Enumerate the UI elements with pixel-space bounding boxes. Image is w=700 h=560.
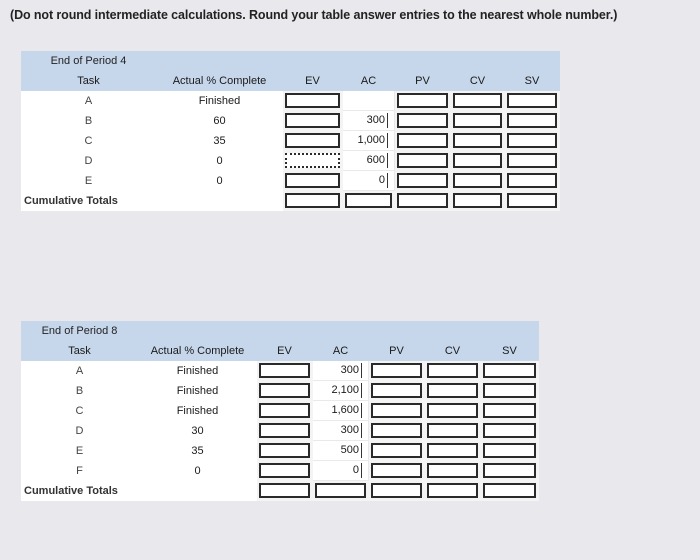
ev-total-cell xyxy=(257,481,313,501)
table-row xyxy=(21,381,539,401)
sv-cell xyxy=(481,381,539,401)
cv-cell xyxy=(451,151,505,171)
actual-complete-cell: 35 xyxy=(157,131,283,151)
table-row xyxy=(21,151,560,171)
ev-input[interactable] xyxy=(285,153,340,168)
pv-total-cell xyxy=(369,481,425,501)
header-cv: CV xyxy=(425,341,481,361)
ac-value: 0 xyxy=(377,173,388,188)
pv-cell xyxy=(395,91,451,111)
actual-complete-cell: Finished xyxy=(157,91,283,111)
ac-cell xyxy=(343,171,395,191)
ac-cell xyxy=(313,381,369,401)
cv-cell xyxy=(451,171,505,191)
actual-complete-cell: 0 xyxy=(157,151,283,171)
cv-input[interactable] xyxy=(427,463,478,478)
sv-cell xyxy=(481,441,539,461)
cv-cell xyxy=(451,111,505,131)
header-task: Task xyxy=(21,341,139,361)
header-ev: EV xyxy=(283,71,343,91)
ev-cell xyxy=(257,421,313,441)
cv-input[interactable] xyxy=(453,93,502,108)
cv-cell xyxy=(425,441,481,461)
sv-cell xyxy=(505,151,560,171)
table-row xyxy=(21,361,539,381)
actual-complete-cell: 0 xyxy=(139,461,257,481)
ev-cell xyxy=(257,441,313,461)
actual-complete-cell: 0 xyxy=(157,171,283,191)
ev-cell xyxy=(283,171,343,191)
ac-cell xyxy=(313,361,369,381)
cv-cell xyxy=(425,401,481,421)
totals-row xyxy=(21,481,539,501)
actual-complete-cell: 30 xyxy=(139,421,257,441)
ac-cell xyxy=(313,461,369,481)
cv-input[interactable] xyxy=(453,113,502,128)
ev-input[interactable] xyxy=(259,463,310,478)
sv-total-input[interactable] xyxy=(507,193,557,208)
header-ac: AC xyxy=(343,71,395,91)
sv-cell xyxy=(481,361,539,381)
cumulative-totals-label: Cumulative Totals xyxy=(21,191,157,211)
sv-input[interactable] xyxy=(483,403,536,418)
ev-cell xyxy=(283,131,343,151)
ac-total-cell xyxy=(343,191,395,211)
table-row xyxy=(21,171,560,191)
cv-total-input[interactable] xyxy=(453,193,502,208)
instruction-text: (Do not round intermediate calculations. Round your table answer entries to the nearest whole number.) xyxy=(10,8,618,22)
ev-cell xyxy=(283,151,343,171)
task-cell: E xyxy=(21,171,157,191)
task-cell: E xyxy=(21,441,139,461)
cv-cell xyxy=(425,381,481,401)
cv-total-cell xyxy=(425,481,481,501)
ac-value: 1,600 xyxy=(329,403,362,418)
totals-row xyxy=(21,191,560,211)
sv-input[interactable] xyxy=(483,363,536,378)
cv-total-cell xyxy=(451,191,505,211)
pv-cell xyxy=(369,361,425,381)
ev-total-cell xyxy=(283,191,343,211)
header-sv: SV xyxy=(505,71,560,91)
header-actual-complete: Actual % Complete xyxy=(139,341,257,361)
ac-value: 300 xyxy=(365,113,388,128)
header-cv: CV xyxy=(451,71,505,91)
pv-input[interactable] xyxy=(371,423,422,438)
ev-cell xyxy=(257,461,313,481)
table-row xyxy=(21,401,539,421)
cv-input[interactable] xyxy=(453,133,502,148)
sv-input[interactable] xyxy=(507,93,557,108)
pv-input[interactable] xyxy=(397,93,448,108)
cv-cell xyxy=(425,421,481,441)
ac-total-input[interactable] xyxy=(345,193,392,208)
pv-input[interactable] xyxy=(371,463,422,478)
task-cell: F xyxy=(21,461,139,481)
ev-cell xyxy=(283,111,343,131)
cv-input[interactable] xyxy=(427,363,478,378)
ac-value: 500 xyxy=(339,443,362,458)
period-8-table xyxy=(20,320,539,501)
cv-input[interactable] xyxy=(453,153,502,168)
actual-complete-cell: Finished xyxy=(139,401,257,421)
sv-input[interactable] xyxy=(507,133,557,148)
cv-cell xyxy=(425,461,481,481)
cv-input[interactable] xyxy=(427,403,478,418)
header-pv: PV xyxy=(395,71,451,91)
cumulative-totals-label: Cumulative Totals xyxy=(21,481,139,501)
table-row xyxy=(21,111,560,131)
ev-cell xyxy=(283,91,343,111)
sv-input[interactable] xyxy=(483,423,536,438)
task-cell: B xyxy=(21,111,157,131)
table-row xyxy=(21,461,539,481)
actual-complete-cell: Finished xyxy=(139,381,257,401)
ev-input[interactable] xyxy=(259,423,310,438)
cv-input[interactable] xyxy=(427,383,478,398)
ac-cell xyxy=(343,151,395,171)
header-ev: EV xyxy=(257,341,313,361)
empty-cell xyxy=(157,191,283,211)
sv-total-cell xyxy=(505,191,560,211)
pv-cell xyxy=(369,441,425,461)
sv-cell xyxy=(481,401,539,421)
pv-cell xyxy=(395,171,451,191)
table-row xyxy=(21,441,539,461)
pv-input[interactable] xyxy=(371,383,422,398)
sv-total-input[interactable] xyxy=(483,483,536,498)
ac-cell xyxy=(343,91,395,111)
pv-input[interactable] xyxy=(371,403,422,418)
sv-total-cell xyxy=(481,481,539,501)
empty-cell xyxy=(139,481,257,501)
ev-cell xyxy=(257,381,313,401)
ev-total-input[interactable] xyxy=(285,193,340,208)
pv-input[interactable] xyxy=(397,153,448,168)
sv-input[interactable] xyxy=(483,463,536,478)
pv-cell xyxy=(395,111,451,131)
ev-input[interactable] xyxy=(259,363,310,378)
cv-input[interactable] xyxy=(453,173,502,188)
pv-cell xyxy=(369,381,425,401)
pv-cell xyxy=(369,461,425,481)
task-cell: A xyxy=(21,361,139,381)
sv-input[interactable] xyxy=(483,443,536,458)
pv-total-input[interactable] xyxy=(397,193,448,208)
actual-complete-cell: Finished xyxy=(139,361,257,381)
task-cell: C xyxy=(21,401,139,421)
pv-input[interactable] xyxy=(397,113,448,128)
ac-value: 600 xyxy=(365,153,388,168)
ev-input[interactable] xyxy=(285,133,340,148)
cv-cell xyxy=(425,361,481,381)
ac-cell xyxy=(343,111,395,131)
ev-input[interactable] xyxy=(285,113,340,128)
pv-cell xyxy=(369,421,425,441)
sv-cell xyxy=(505,91,560,111)
ac-cell xyxy=(313,401,369,421)
ev-input[interactable] xyxy=(259,403,310,418)
ev-input[interactable] xyxy=(259,383,310,398)
header-actual-complete: Actual % Complete xyxy=(157,71,283,91)
ac-value: 2,100 xyxy=(329,383,362,398)
ac-total-cell xyxy=(313,481,369,501)
task-cell: A xyxy=(21,91,157,111)
table-row xyxy=(21,421,539,441)
period-title: End of Period 8 xyxy=(21,321,139,341)
ev-total-input[interactable] xyxy=(259,483,310,498)
header-sv: SV xyxy=(481,341,539,361)
actual-complete-cell: 60 xyxy=(157,111,283,131)
ac-cell xyxy=(313,441,369,461)
cv-cell xyxy=(451,91,505,111)
header-ac: AC xyxy=(313,341,369,361)
header-pv: PV xyxy=(369,341,425,361)
ev-input[interactable] xyxy=(285,93,340,108)
pv-input[interactable] xyxy=(371,443,422,458)
sv-cell xyxy=(505,111,560,131)
ev-cell xyxy=(257,401,313,421)
task-cell: C xyxy=(21,131,157,151)
period-title: End of Period 4 xyxy=(21,51,157,71)
ac-value: 300 xyxy=(339,363,362,378)
pv-input[interactable] xyxy=(397,173,448,188)
cv-total-input[interactable] xyxy=(427,483,478,498)
sv-cell xyxy=(505,131,560,151)
pv-total-cell xyxy=(395,191,451,211)
ev-input[interactable] xyxy=(259,443,310,458)
task-cell: D xyxy=(21,421,139,441)
ev-cell xyxy=(257,361,313,381)
task-cell: D xyxy=(21,151,157,171)
task-cell: B xyxy=(21,381,139,401)
sv-cell xyxy=(505,171,560,191)
cv-cell xyxy=(451,131,505,151)
pv-cell xyxy=(369,401,425,421)
ac-value: 0 xyxy=(351,463,362,478)
pv-cell xyxy=(395,151,451,171)
cv-input[interactable] xyxy=(427,423,478,438)
ev-input[interactable] xyxy=(285,173,340,188)
sv-input[interactable] xyxy=(507,153,557,168)
ac-cell xyxy=(313,421,369,441)
ac-total-input[interactable] xyxy=(315,483,366,498)
header-task: Task xyxy=(21,71,157,91)
cv-input[interactable] xyxy=(427,443,478,458)
ac-value: 1,000 xyxy=(355,133,388,148)
sv-input[interactable] xyxy=(507,173,557,188)
pv-input[interactable] xyxy=(371,363,422,378)
period-4-table xyxy=(20,50,560,211)
pv-cell xyxy=(395,131,451,151)
ac-value: 300 xyxy=(339,423,362,438)
pv-input[interactable] xyxy=(397,133,448,148)
table-row xyxy=(21,91,560,111)
sv-input[interactable] xyxy=(507,113,557,128)
sv-input[interactable] xyxy=(483,383,536,398)
table-row xyxy=(21,131,560,151)
sv-cell xyxy=(481,461,539,481)
sv-cell xyxy=(481,421,539,441)
actual-complete-cell: 35 xyxy=(139,441,257,461)
ac-cell xyxy=(343,131,395,151)
pv-total-input[interactable] xyxy=(371,483,422,498)
